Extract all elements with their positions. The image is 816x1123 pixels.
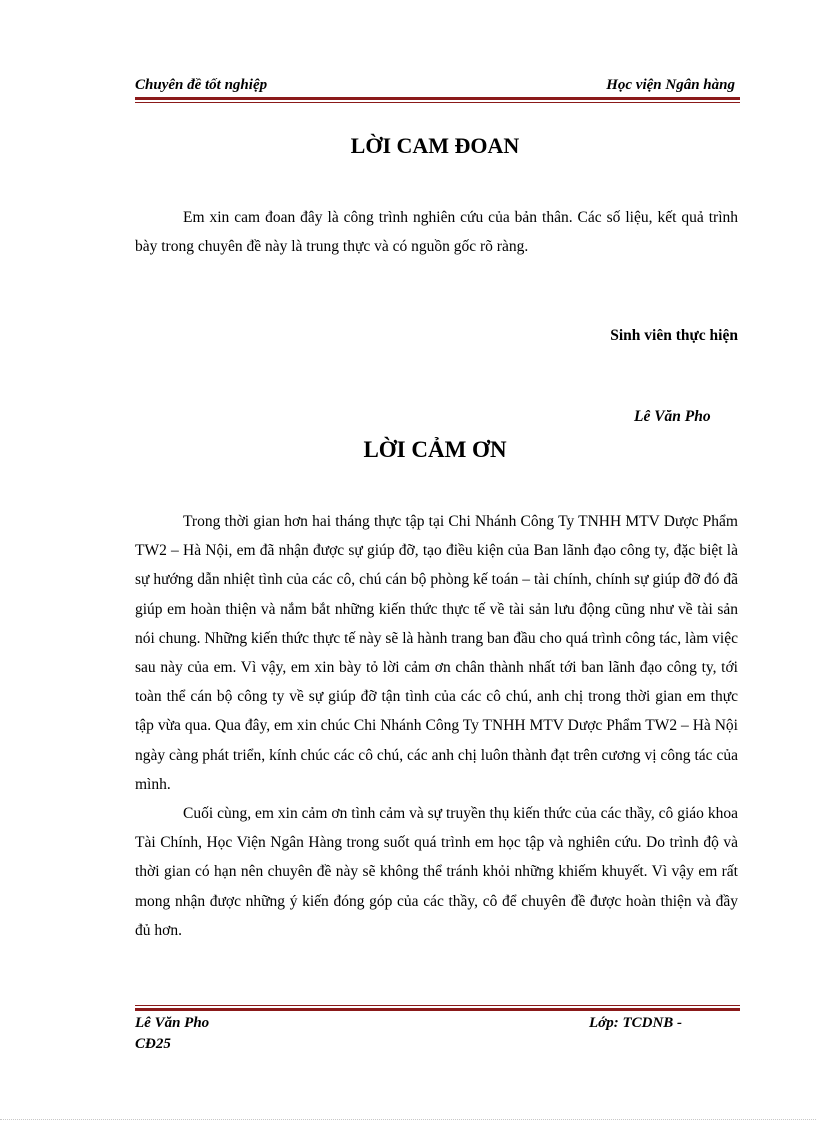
footer-class-cont: CĐ25 — [135, 1036, 171, 1052]
footer-rule — [135, 1008, 740, 1011]
signer-name: Lê Văn Pho — [634, 408, 711, 425]
thanks-body — [135, 507, 738, 945]
signer-label: Sinh viên thực hiện — [610, 327, 738, 344]
footer-class: Lớp: TCDNB - — [589, 1015, 683, 1031]
commitment-body — [135, 203, 738, 261]
header-rule-thin — [135, 102, 740, 103]
page-bottom-dotted-line — [0, 1119, 816, 1120]
header-left: Chuyên đề tốt nghiệp — [135, 77, 268, 93]
commitment-title: LỜI CAM ĐOAN — [350, 133, 520, 158]
commitment-text: Em xin cam đoan đây là công trình nghiên cứu của bản thân. Các số liệu, kết quả trình bày trong chuyên đề này là trung thực và có nguồn gốc rõ ràng. — [135, 209, 738, 256]
header-rule — [135, 97, 740, 100]
header-right: Học viện Ngân hàng — [606, 77, 735, 93]
footer-author: Lê Văn Pho — [135, 1015, 210, 1031]
thanks-title: LỜI CẢM ƠN — [363, 437, 507, 462]
thanks-paragraph-2: Cuối cùng, em xin cảm ơn tình cảm và sự truyền thụ kiến thức của các thầy, cô giáo khoa Tài Chính, Học Viện Ngân Hàng trong suốt quá trình em học tập và nghiên cứu. Do trình độ và thời gian có hạn nên chuyên đề này sẽ không thể tránh khỏi những khiếm khuyết. Vì vậy em rất mong nhận được những ý kiến đóng góp của các thầy, cô để chuyên đề được hoàn thiện và đầy đủ hơn. — [135, 805, 738, 939]
thanks-paragraph-1: Trong thời gian hơn hai tháng thực tập tại Chi Nhánh Công Ty TNHH MTV Dược Phẩm TW2 – Hà Nội, em đã nhận được sự giúp đỡ, tạo điều kiện của Ban lãnh đạo công ty, đặc biệt là sự hướng dẫn nhiệt tình của các cô, chú cán bộ phòng kế toán – tài chính, chính sự giúp đỡ đó đã giúp em hoàn thiện và nắm bắt những kiến thức thực tế về tài sản lưu động cũng như về tài sản nói chung. Những kiến thức thực tế này sẽ là hành trang ban đầu cho quá trình công tác, làm việc sau này của em. Vì vậy, em xin bày tỏ lời cảm ơn chân thành nhất tới ban lãnh đạo công ty, tới toàn thể cán bộ công ty về sự giúp đỡ tận tình của các cô chú, anh chị trong thời gian em thực tập vừa qua. Qua đây, em xin chúc Chi Nhánh Công Ty TNHH MTV Dược Phẩm TW2 – Hà Nội ngày càng phát triển, kính chúc các cô chú, các anh chị luôn thành đạt trên cương vị công tác của mình. — [135, 513, 738, 793]
footer-rule-thin — [135, 1005, 740, 1006]
